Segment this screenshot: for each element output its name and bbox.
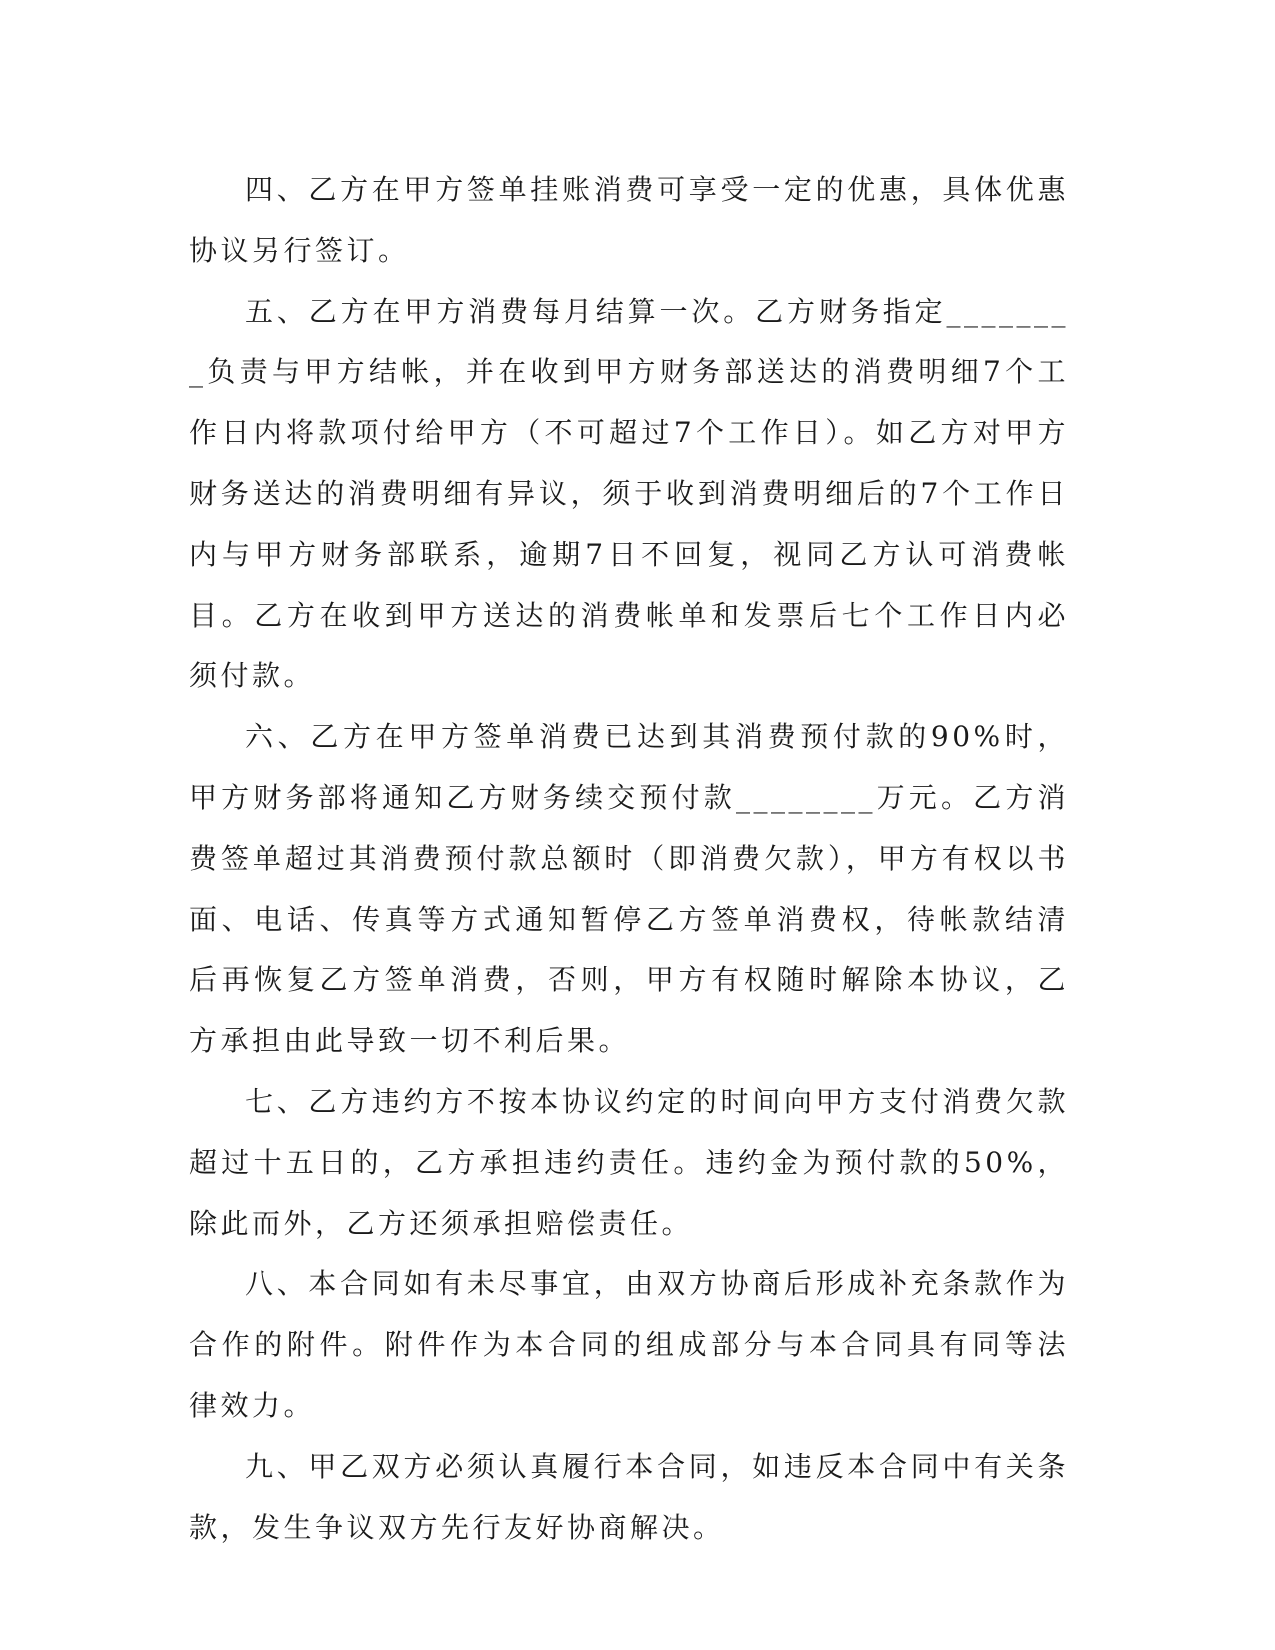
clause-7: 七、乙方违约方不按本协议约定的时间向甲方支付消费欠款超过十五日的，乙方承担违约责任。违约金为预付款的50%，除此而外，乙方还须承担赔偿责任。 — [189, 1084, 1069, 1240]
clause-9: 九、甲乙双方必须认真履行本合同，如违反本合同中有关条款，发生争议双方先行友好协商解决。 — [189, 1449, 1069, 1544]
clause-6: 六、乙方在甲方签单消费已达到其消费预付款的90%时，甲方财务部将通知乙方财务续交预付款________万元。乙方消费签单超过其消费预付款总额时（即消费欠款），甲方有权以书面、电话、传真等方式通知暂停乙方签单消费权，待帐款结清后再恢复乙方签单消费，否则，甲方有权随时解除本协议，乙方承担由此导致一切不利后果。 — [189, 720, 1069, 1058]
contract-body — [189, 160, 1069, 1558]
clause-5: 五、乙方在甲方消费每月结算一次。乙方财务指定________负责与甲方结帐，并在收到甲方财务部送达的消费明细7个工作日内将款项付给甲方（不可超过7个工作日）。如乙方对甲方财务送达的消费明细有异议，须于收到消费明细后的7个工作日内与甲方财务部联系，逾期7日不回复，视同乙方认可消费帐目。乙方在收到甲方送达的消费帐单和发票后七个工作日内必须付款。 — [189, 294, 1069, 693]
clause-4: 四、乙方在甲方签单挂账消费可享受一定的优惠，具体优惠协议另行签订。 — [189, 173, 1069, 267]
clause-8: 八、本合同如有未尽事宜，由双方协商后形成补充条款作为合作的附件。附件作为本合同的组成部分与本合同具有同等法律效力。 — [189, 1267, 1069, 1422]
